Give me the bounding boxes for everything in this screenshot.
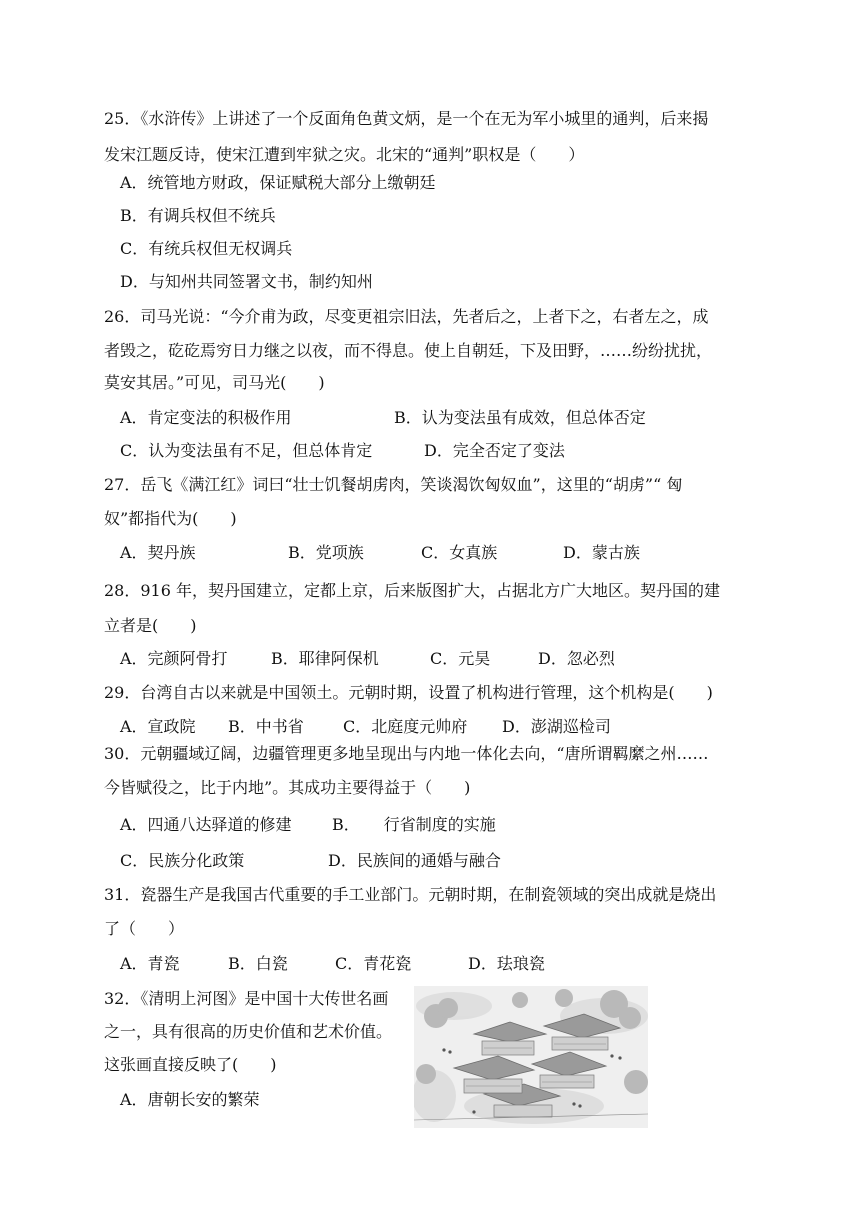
question-text-line: 发宋江题反诗，使宋江遭到牢狱之灾。北宋的“通判”职权是（ ）: [104, 145, 585, 164]
question-text-line: 今皆赋役之，比于内地”。其成功主要得益于（ ): [104, 778, 471, 797]
answer-option-c: C．青花瓷: [335, 954, 412, 973]
question-text-line: 27．岳飞《满江红》词曰“壮士饥餐胡虏肉，笑谈渴饮匈奴血”，这里的“胡虏”“ 匈: [104, 475, 683, 494]
answer-option-b: B．有调兵权但不统兵: [120, 206, 276, 225]
question-text-line: 之一，具有很高的历史价值和艺术价值。: [104, 1022, 393, 1041]
question-text-line: 25．《水浒传》上讲述了一个反面角色黄文炳，是一个在无为军小城里的通判，后来揭: [104, 109, 709, 128]
answer-option-a: A．宣政院: [120, 717, 196, 736]
question-text-line: 32．《清明上河图》是中国十大传世名画: [104, 989, 389, 1008]
question-text-line: 这张画直接反映了( ): [104, 1055, 277, 1074]
answer-option-c: C．民族分化政策: [120, 851, 245, 870]
answer-option-c: C．有统兵权但无权调兵: [120, 239, 293, 258]
question-text-line: 者毁之，矻矻焉穷日力继之以夜，而不得息。使上自朝廷，下及田野，……纷纷扰扰，: [104, 341, 713, 360]
question-text-line: 立者是( ): [104, 616, 197, 635]
answer-option-b: B．耶律阿保机: [271, 649, 379, 668]
answer-option-d: D．完全否定了变法: [424, 441, 565, 460]
answer-option-b: B．白瓷: [228, 954, 288, 973]
answer-option-d: D．与知州共同签署文书，制约知州: [120, 272, 373, 291]
answer-option-b: B．党项族: [288, 543, 364, 562]
answer-option-a: A．统管地方财政，保证赋税大部分上缴朝廷: [120, 173, 436, 192]
answer-option-d: D．忽必烈: [538, 649, 615, 668]
answer-option-a: A．青瓷: [120, 954, 180, 973]
answer-option-d: D．蒙古族: [563, 543, 640, 562]
question-text-line: 29．台湾自古以来就是中国领土。元朝时期，设置了机构进行管理，这个机构是( ): [104, 683, 713, 702]
answer-option-a: A．唐朝长安的繁荣: [120, 1090, 260, 1109]
question-text-line: 28．916 年，契丹国建立，定都上京，后来版图扩大，占据北方广大地区。契丹国的建: [104, 581, 720, 600]
question-text-line: 31．瓷器生产是我国古代重要的手工业部门。元朝时期，在制瓷领域的突出成就是烧出: [104, 885, 717, 904]
answer-option-b: B．中书省: [228, 717, 304, 736]
answer-option-b: B． 行省制度的实施: [332, 815, 496, 834]
answer-option-b: B．认为变法虽有成效，但总体否定: [394, 408, 646, 427]
answer-option-c: C．元昊: [430, 649, 491, 668]
answer-option-d: D．民族间的通婚与融合: [328, 851, 501, 870]
qingming-painting-image: [414, 986, 648, 1128]
answer-option-a: A．肯定变法的积极作用: [120, 408, 292, 427]
answer-option-c: C．北庭度元帅府: [343, 717, 468, 736]
answer-option-c: C．女真族: [421, 543, 498, 562]
answer-option-c: C．认为变法虽有不足，但总体肯定: [120, 441, 373, 460]
question-text-line: 30．元朝疆域辽阔，边疆管理更多地呈现出与内地一体化去向，“唐所谓羁縻之州……: [104, 744, 709, 763]
question-text-line: 26．司马光说：“今介甫为政，尽变更祖宗旧法，先者后之，上者下之，右者左之，成: [104, 307, 709, 326]
question-text-line: 莫安其居。”可见，司马光( ): [104, 373, 325, 392]
answer-option-a: A．契丹族: [120, 543, 196, 562]
answer-option-d: D．澎湖巡检司: [502, 717, 611, 736]
answer-option-d: D．珐琅瓷: [468, 954, 545, 973]
question-text-line: 奴”都指代为( ): [104, 509, 237, 528]
answer-option-a: A．完颜阿骨打: [120, 649, 228, 668]
answer-option-a: A．四通八达驿道的修建: [120, 815, 292, 834]
question-text-line: 了（ ）: [104, 919, 185, 938]
